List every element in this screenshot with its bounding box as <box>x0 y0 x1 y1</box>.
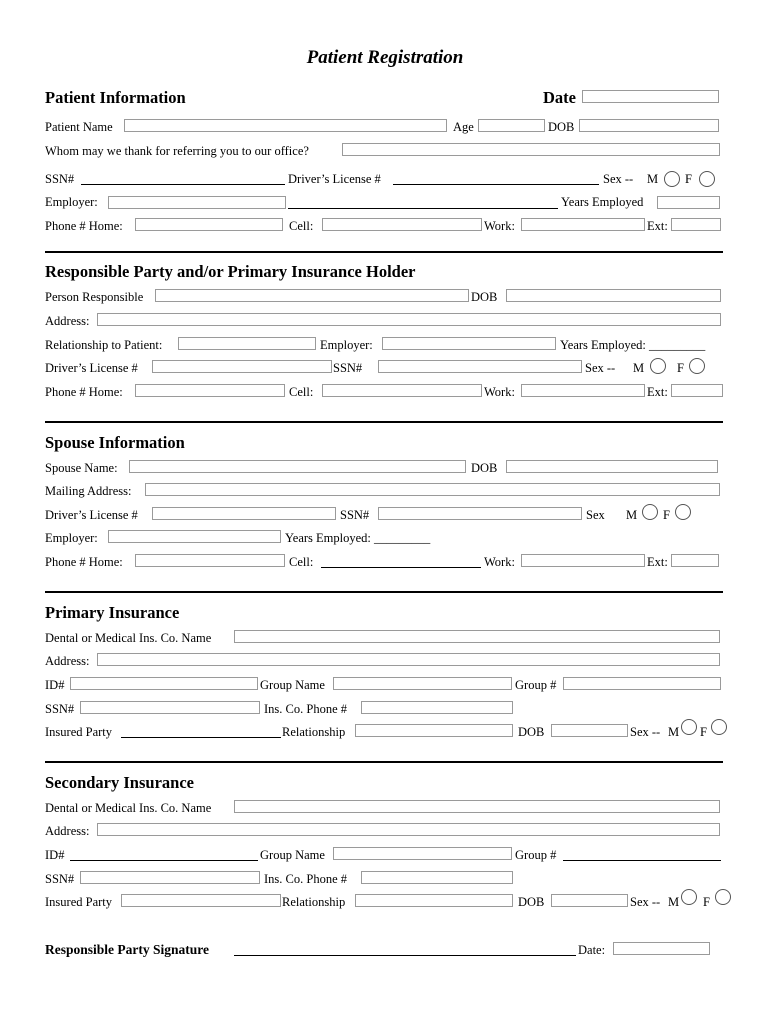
responsible-phone-field[interactable] <box>135 384 285 397</box>
primary-relationship-label: Relationship <box>282 725 346 739</box>
primary-sex-m-label: M <box>668 725 680 739</box>
spouse-ssn-field[interactable] <box>378 507 582 520</box>
secondary-ssn-field[interactable] <box>80 871 260 884</box>
spouse-name-label: Spouse Name: <box>45 461 118 475</box>
patient-ssn-field[interactable] <box>81 184 285 185</box>
patient-ssn-label: SSN# <box>45 172 75 186</box>
primary-sex-f-label: F <box>700 725 707 739</box>
relationship-to-patient-field[interactable] <box>178 337 316 350</box>
patient-work-label: Work: <box>484 219 515 233</box>
patient-years-label: Years Employed <box>561 195 644 209</box>
age-field[interactable] <box>478 119 545 132</box>
responsible-cell-label: Cell: <box>289 385 314 399</box>
section-divider <box>45 421 723 423</box>
primary-dob-field[interactable] <box>551 724 628 737</box>
spouse-license-label: Driver’s License # <box>45 508 138 522</box>
patient-employer-field[interactable] <box>108 196 286 209</box>
responsible-employer-field[interactable] <box>382 337 556 350</box>
primary-group-name-label: Group Name <box>260 678 325 692</box>
spouse-sex-label: Sex <box>586 508 605 522</box>
responsible-address-label: Address: <box>45 314 90 328</box>
primary-group-number-field[interactable] <box>563 677 721 690</box>
primary-ins-phone-field[interactable] <box>361 701 513 714</box>
secondary-group-number-field[interactable] <box>563 860 721 861</box>
responsible-address-field[interactable] <box>97 313 721 326</box>
spouse-dob-field[interactable] <box>506 460 718 473</box>
patient-phone-field[interactable] <box>135 218 283 231</box>
secondary-company-label: Dental or Medical Ins. Co. Name <box>45 801 212 815</box>
spouse-license-field[interactable] <box>152 507 336 520</box>
spouse-sex-m-radio[interactable] <box>642 504 658 520</box>
responsible-ext-label: Ext: <box>647 385 668 399</box>
patient-name-label: Patient Name <box>45 120 113 134</box>
secondary-id-label: ID# <box>45 848 65 862</box>
signature-date-label: Date: <box>578 943 606 957</box>
primary-ssn-label: SSN# <box>45 702 75 716</box>
responsible-dob-label: DOB <box>471 290 498 304</box>
referral-field[interactable] <box>342 143 720 156</box>
patient-dob-label: DOB <box>548 120 575 134</box>
secondary-id-field[interactable] <box>70 860 258 861</box>
spouse-sex-f-radio[interactable] <box>675 504 691 520</box>
spouse-cell-field[interactable] <box>321 567 481 568</box>
secondary-sex-m-label: M <box>668 895 680 909</box>
patient-phone-label: Phone # Home: <box>45 219 123 233</box>
section-heading-secondary-insurance: Secondary Insurance <box>45 773 194 792</box>
primary-group-number-label: Group # <box>515 678 557 692</box>
form-title: Patient Registration <box>306 47 464 68</box>
age-label: Age <box>453 120 474 134</box>
relationship-to-patient-label: Relationship to Patient: <box>45 338 163 352</box>
primary-group-name-field[interactable] <box>333 677 512 690</box>
secondary-ssn-label: SSN# <box>45 872 75 886</box>
secondary-relationship-label: Relationship <box>282 895 346 909</box>
responsible-license-field[interactable] <box>152 360 332 373</box>
primary-company-label: Dental or Medical Ins. Co. Name <box>45 631 212 645</box>
secondary-dob-field[interactable] <box>551 894 628 907</box>
patient-sex-f-label: F <box>685 172 692 186</box>
referral-label: Whom may we thank for referring you to our office? <box>45 144 309 158</box>
responsible-ssn-label: SSN# <box>333 361 363 375</box>
responsible-ssn-field[interactable] <box>378 360 582 373</box>
patient-work-field[interactable] <box>521 218 645 231</box>
primary-sex-f-radio[interactable] <box>711 719 727 735</box>
secondary-company-field[interactable] <box>234 800 720 813</box>
section-heading-patient: Patient Information <box>45 88 186 107</box>
primary-address-field[interactable] <box>97 653 720 666</box>
primary-sex-label: Sex -- <box>630 725 661 739</box>
patient-dob-field[interactable] <box>579 119 719 132</box>
responsible-license-label: Driver’s License # <box>45 361 138 375</box>
spouse-ext-label: Ext: <box>647 555 668 569</box>
patient-employer-line[interactable] <box>288 208 558 209</box>
patient-sex-m-radio[interactable] <box>664 171 680 187</box>
primary-ins-phone-label: Ins. Co. Phone # <box>264 702 347 716</box>
patient-years-field[interactable] <box>657 196 720 209</box>
primary-dob-label: DOB <box>518 725 545 739</box>
patient-sex-m-label: M <box>647 172 659 186</box>
patient-name-field[interactable] <box>124 119 447 132</box>
spouse-years-label[interactable]: Years Employed: _________ <box>285 531 431 545</box>
patient-cell-field[interactable] <box>322 218 482 231</box>
secondary-insured-label: Insured Party <box>45 895 112 909</box>
patient-sex-label: Sex -- <box>603 172 634 186</box>
date-label: Date <box>543 88 576 107</box>
secondary-insured-field[interactable] <box>121 894 281 907</box>
responsible-sex-f-label: F <box>677 361 684 375</box>
secondary-sex-f-radio[interactable] <box>715 889 731 905</box>
secondary-dob-label: DOB <box>518 895 545 909</box>
date-field[interactable] <box>582 90 719 103</box>
spouse-employer-field[interactable] <box>108 530 281 543</box>
primary-insured-field[interactable] <box>121 737 281 738</box>
secondary-group-name-label: Group Name <box>260 848 325 862</box>
mailing-address-field[interactable] <box>145 483 720 496</box>
responsible-work-field[interactable] <box>521 384 645 397</box>
spouse-cell-label: Cell: <box>289 555 314 569</box>
patient-cell-label: Cell: <box>289 219 314 233</box>
secondary-sex-f-label: F <box>703 895 710 909</box>
patient-license-label: Driver’s License # <box>288 172 381 186</box>
signature-field[interactable] <box>234 955 576 956</box>
responsible-ext-field[interactable] <box>671 384 723 397</box>
responsible-phone-label: Phone # Home: <box>45 385 123 399</box>
spouse-ssn-label: SSN# <box>340 508 370 522</box>
secondary-relationship-field[interactable] <box>355 894 513 907</box>
responsible-sex-f-radio[interactable] <box>689 358 705 374</box>
secondary-ins-phone-label: Ins. Co. Phone # <box>264 872 347 886</box>
signature-label: Responsible Party Signature <box>45 942 210 957</box>
secondary-group-name-field[interactable] <box>333 847 512 860</box>
spouse-sex-m-label: M <box>626 508 638 522</box>
spouse-phone-field[interactable] <box>135 554 285 567</box>
spouse-ext-field[interactable] <box>671 554 719 567</box>
secondary-address-label: Address: <box>45 824 90 838</box>
responsible-dob-field[interactable] <box>506 289 721 302</box>
section-heading-responsible: Responsible Party and/or Primary Insurance Holder <box>45 262 416 281</box>
patient-ext-label: Ext: <box>647 219 668 233</box>
responsible-sex-m-label: M <box>633 361 645 375</box>
responsible-work-label: Work: <box>484 385 515 399</box>
patient-employer-label: Employer: <box>45 195 98 209</box>
patient-ext-field[interactable] <box>671 218 721 231</box>
responsible-sex-m-radio[interactable] <box>650 358 666 374</box>
primary-id-label: ID# <box>45 678 65 692</box>
mailing-address-label: Mailing Address: <box>45 484 132 498</box>
secondary-sex-m-radio[interactable] <box>681 889 697 905</box>
signature-date-field[interactable] <box>613 942 710 955</box>
section-divider <box>45 591 723 593</box>
primary-id-field[interactable] <box>70 677 258 690</box>
primary-insured-label: Insured Party <box>45 725 112 739</box>
responsible-cell-field[interactable] <box>322 384 482 397</box>
responsible-employer-label: Employer: <box>320 338 373 352</box>
spouse-sex-f-label: F <box>663 508 670 522</box>
responsible-sex-label: Sex -- <box>585 361 616 375</box>
section-divider <box>45 251 723 253</box>
secondary-group-number-label: Group # <box>515 848 557 862</box>
spouse-phone-label: Phone # Home: <box>45 555 123 569</box>
responsible-years-label[interactable]: Years Employed: _________ <box>560 338 706 352</box>
patient-license-field[interactable] <box>393 184 599 185</box>
primary-sex-m-radio[interactable] <box>681 719 697 735</box>
secondary-ins-phone-field[interactable] <box>361 871 513 884</box>
spouse-work-label: Work: <box>484 555 515 569</box>
secondary-address-field[interactable] <box>97 823 720 836</box>
spouse-name-field[interactable] <box>129 460 466 473</box>
primary-ssn-field[interactable] <box>80 701 260 714</box>
section-heading-primary-insurance: Primary Insurance <box>45 603 180 622</box>
primary-company-field[interactable] <box>234 630 720 643</box>
secondary-sex-label: Sex -- <box>630 895 661 909</box>
spouse-dob-label: DOB <box>471 461 498 475</box>
person-responsible-field[interactable] <box>155 289 469 302</box>
patient-sex-f-radio[interactable] <box>699 171 715 187</box>
primary-address-label: Address: <box>45 654 90 668</box>
spouse-employer-label: Employer: <box>45 531 98 545</box>
section-divider <box>45 761 723 763</box>
person-responsible-label: Person Responsible <box>45 290 144 304</box>
spouse-work-field[interactable] <box>521 554 645 567</box>
primary-relationship-field[interactable] <box>355 724 513 737</box>
section-heading-spouse: Spouse Information <box>45 433 185 452</box>
